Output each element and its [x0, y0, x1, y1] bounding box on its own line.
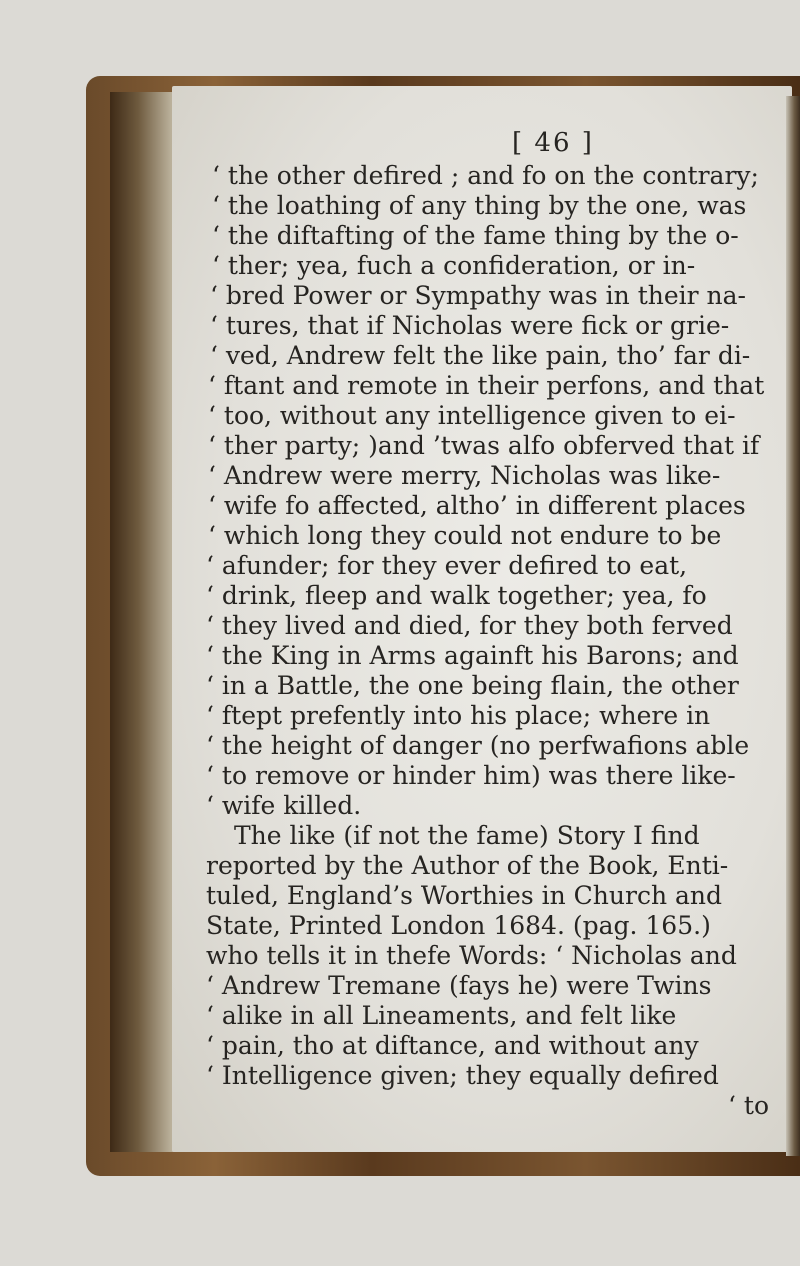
- text-line: ‘ in a Battle, the one being flain, the other: [206, 671, 739, 700]
- text-line: ‘ the loathing of any thing by the one, was: [212, 191, 747, 220]
- text-line: reported by the Author of the Book, Enti-: [206, 851, 729, 880]
- text-line: ‘ Andrew Tremane (fays he) were Twins: [206, 971, 712, 1000]
- text-line: State, Printed London 1684. (pag. 165.): [206, 911, 711, 940]
- text-line: ‘ ther; yea, fuch a confideration, or in-: [212, 251, 696, 280]
- catchword: ‘ to: [728, 1091, 769, 1120]
- text-line: ‘ ftant and remote in their perfons, and that: [208, 371, 765, 400]
- text-line: tuled, England’s Worthies in Church and: [206, 881, 723, 910]
- text-line: ‘ the height of danger (no perfwafions able: [206, 731, 750, 760]
- text-line: The like (if not the fame) Story I find: [234, 821, 700, 850]
- text-line: ‘ Intelligence given; they equally defired: [206, 1061, 719, 1090]
- text-line: ‘ tures, that if Nicholas were fick or grie-: [210, 311, 730, 340]
- text-line: ‘ the diftafting of the fame thing by the o-: [212, 221, 739, 250]
- text-line: ‘ wife fo affected, altho’ in different places: [208, 491, 746, 520]
- text-line: ‘ the other defired ; and fo on the contrary;: [212, 161, 759, 190]
- text-line: ‘ to remove or hinder him) was there like-: [206, 761, 736, 790]
- text-line: ‘ bred Power or Sympathy was in their na-: [210, 281, 746, 310]
- text-line: ‘ drink, fleep and walk together; yea, fo: [206, 581, 707, 610]
- text-line: ‘ the King in Arms againft his Barons; and: [206, 641, 739, 670]
- page-number: [ 46 ]: [512, 128, 594, 158]
- text-line: ‘ afunder; for they ever defired to eat,: [206, 551, 688, 580]
- text-line: ‘ Andrew were merry, Nicholas was like-: [208, 461, 721, 490]
- text-line: ‘ ved, Andrew felt the like pain, tho’ far di-: [210, 341, 751, 370]
- text-line: who tells it in thefe Words: ‘ Nicholas and: [206, 941, 737, 970]
- text-line: ‘ which long they could not endure to be: [208, 521, 722, 550]
- text-line: ‘ alike in all Lineaments, and felt like: [206, 1001, 677, 1030]
- text-line: ‘ ther party; )and ’twas alfo obferved that if: [208, 431, 760, 460]
- text-line: ‘ wife killed.: [206, 791, 362, 820]
- text-line: ‘ pain, tho at diftance, and without any: [206, 1031, 699, 1060]
- text-line: ‘ too, without any intelligence given to ei-: [208, 401, 736, 430]
- text-line: ‘ they lived and died, for they both ferved: [206, 611, 733, 640]
- text-line: ‘ ftept prefently into his place; where in: [206, 701, 711, 730]
